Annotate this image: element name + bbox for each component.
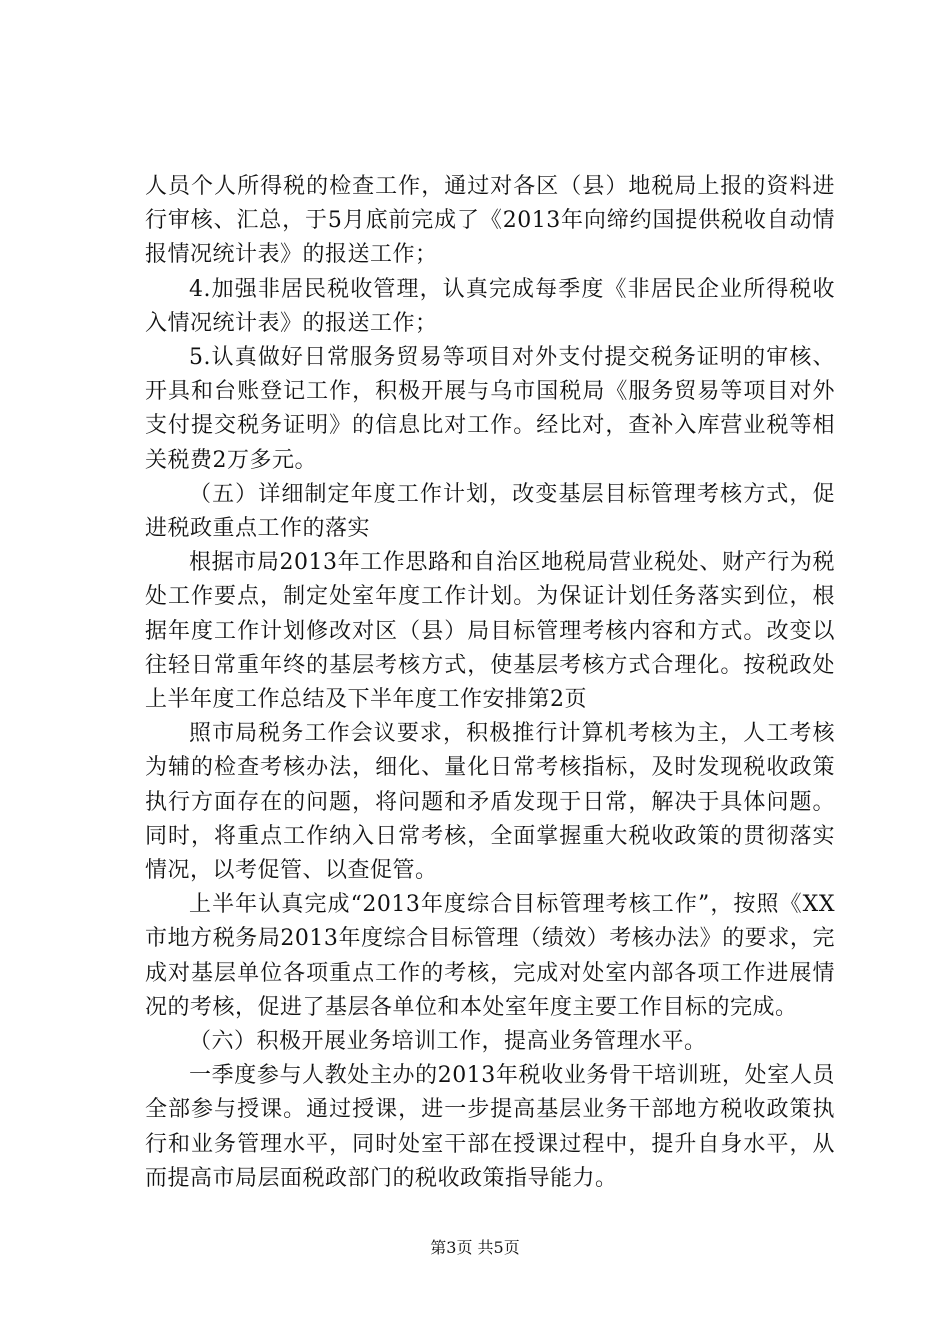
paragraph-2: 4.加强非居民税收管理，认真完成每季度《非居民企业所得税收入情况统计表》的报送工作； <box>145 276 835 336</box>
paragraph-1: 人员个人所得税的检查工作，通过对各区（县）地税局上报的资料进行审核、汇总，于5月底前完成了《2013年向缔约国提供税收自动情报情况统计表》的报送工作； <box>145 174 835 268</box>
section-heading-5: （五）详细制定年度工作计划，改变基层目标管理考核方式，促进税政重点工作的落实 <box>145 481 835 542</box>
paragraph-6: 上半年认真完成“2013年度综合目标管理考核工作”，按照《XX市地方税务局2013年度综合目标管理（绩效）考核办法》的要求，完成对基层单位各项重点工作的考核，完成对处室内部各项工作进展情况的考核，促进了基层各单位和本处室年度主要工作目标的完成。 <box>145 892 835 1020</box>
section-heading-6: （六）积极开展业务培训工作，提高业务管理水平。 <box>189 1029 707 1055</box>
document-body <box>145 170 835 1196</box>
paragraph-5: 照市局税务工作会议要求，积极推行计算机考核为主，人工考核为辅的检查考核办法，细化、量化日常考核指标，及时发现税收政策执行方面存在的问题，将问题和矛盾发现于日常，解决于具体问题。同时，将重点工作纳入日常考核，全面掌握重大税收政策的贯彻落实情况，以考促管、以查促管。 <box>145 721 835 884</box>
paragraph-4: 根据市局2013年工作思路和自治区地税局营业税处、财产行为税处工作要点，制定处室年度工作计划。为保证计划任务落实到位，根据年度工作计划修改对区（县）局目标管理考核内容和方式。改变以往轻日常重年终的基层考核方式，使基层考核方式合理化。按税政处上半年度工作总结及下半年度工作安排第2页 <box>145 550 835 713</box>
paragraph-7: 一季度参与人教处主办的2013年税收业务骨干培训班，处室人员全部参与授课。通过授课，进一步提高基层业务干部地方税收政策执行和业务管理水平，同时处室干部在授课过程中，提升自身水平，从而提高市局层面税政部门的税收政策指导能力。 <box>145 1063 835 1191</box>
page-footer: 第3页 共5页 <box>430 1238 520 1257</box>
paragraph-3: 5.认真做好日常服务贸易等项目对外支付提交税务证明的审核、开具和台账登记工作，积极开展与乌市国税局《服务贸易等项目对外支付提交税务证明》的信息比对工作。经比对，查补入库营业税等相关税费2万多元。 <box>145 345 835 473</box>
